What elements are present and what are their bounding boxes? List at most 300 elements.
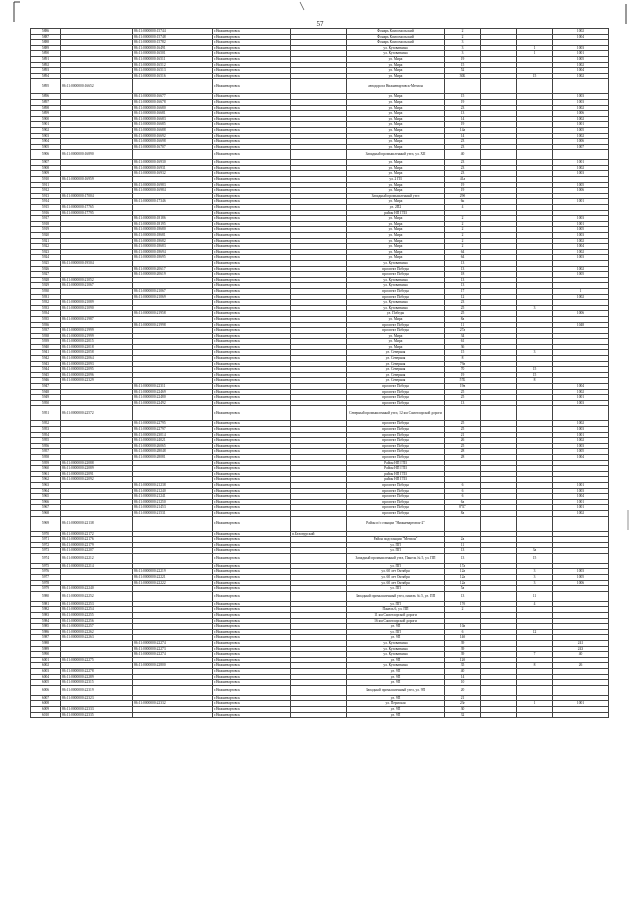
address: Панель 6, ул. ПП <box>347 607 445 613</box>
cadastral-number-a: 86:11:0000000:21999 <box>61 333 133 339</box>
premise-number: 1006 <box>553 188 609 194</box>
locality: г.Нижневартовск <box>213 45 291 51</box>
cadastral-number-b: 86:11:0000000:16932 <box>133 171 213 177</box>
address: проспект Победы <box>347 389 445 395</box>
row-number: 5905 <box>31 144 61 150</box>
address: ул. 9П <box>347 624 445 630</box>
cadastral-number-b <box>133 406 213 421</box>
locality: г.Нижневартовск <box>213 139 291 145</box>
cadastral-number-a: 86:11:0000000:22275 <box>61 657 133 663</box>
premise-number: 1004 <box>553 384 609 390</box>
house-number <box>445 406 481 421</box>
house-number: 32 <box>445 712 481 718</box>
house-number: 23 <box>445 105 481 111</box>
address: Фонарь Комсомольский <box>347 34 445 40</box>
locality: г.Нижневартовск <box>213 499 291 505</box>
row-number: 5891 <box>31 56 61 62</box>
structure-number: 8 <box>517 378 553 384</box>
cadastral-number-b <box>133 591 213 601</box>
cadastral-number-a: 86:11:0000000:22064 <box>61 356 133 362</box>
address: ул. 60 лет Октября <box>347 580 445 586</box>
cadastral-number-a: 86:11:0000000:21089 <box>61 300 133 306</box>
house-number: 39 <box>445 641 481 647</box>
address: ул. Мира <box>347 182 445 188</box>
locality: г.Нижневартовск <box>213 663 291 669</box>
address: ул. Кузоваткина <box>347 300 445 306</box>
locality: г.Нижневартовск <box>213 305 291 311</box>
row-number: 5962 <box>31 477 61 483</box>
house-number: 13 <box>445 277 481 283</box>
locality: г.Нижневартовск <box>213 68 291 74</box>
row-number: 5900 <box>31 116 61 122</box>
row-number: 5937 <box>31 328 61 334</box>
row-number: 5904 <box>31 139 61 145</box>
locality: г.Нижневартовск <box>213 266 291 272</box>
house-number: 10а <box>445 624 481 630</box>
locality: г.Нижневартовск <box>213 193 291 199</box>
row-number: 5961 <box>31 471 61 477</box>
cadastral-number-b: 86:11:0000000:21067 <box>133 288 213 294</box>
locality: г.Нижневартовск <box>213 322 291 328</box>
row-number: 6004 <box>31 674 61 680</box>
locality: г.Нижневартовск <box>213 477 291 483</box>
locality: г.Нижневартовск <box>213 488 291 494</box>
locality: г.Нижневартовск <box>213 629 291 635</box>
cadastral-number-a: 86:11:0000000:22329 <box>61 378 133 384</box>
premise-number: 1002 <box>553 249 609 255</box>
cadastral-number-a: 86:11:0000000:22088 <box>61 460 133 466</box>
building-number <box>481 591 517 601</box>
locality: г.Нижневартовск <box>213 427 291 433</box>
row-number: 5956 <box>31 443 61 449</box>
premise-number: 1001 <box>553 221 609 227</box>
cadastral-number-a: 86:11:0000000:22254 <box>61 607 133 613</box>
premise-number: 1004 <box>553 68 609 74</box>
locality: г.Нижневартовск <box>213 51 291 57</box>
table-row <box>31 591 609 601</box>
house-number: 2 <box>445 29 481 35</box>
house-number: 2 <box>445 238 481 244</box>
house-number: 23 <box>445 160 481 166</box>
house-number: 21 <box>445 695 481 701</box>
cadastral-number-b: 86:11:0000000:22797 <box>133 427 213 433</box>
address: ул. Кузоваткина <box>347 652 445 658</box>
house-number: 14 <box>445 116 481 122</box>
address: ул. 9П <box>347 668 445 674</box>
row-number: 5978 <box>31 580 61 586</box>
locality: г.Нижневартовск <box>213 40 291 46</box>
cadastral-number-a: 86:11:0000000:22176 <box>61 537 133 543</box>
house-number: 34 <box>445 333 481 339</box>
cadastral-number-a: 86:11:0000000:22207 <box>61 548 133 554</box>
house-number: 25 <box>445 421 481 427</box>
locality: г.Нижневартовск <box>213 344 291 350</box>
row-number: 5896 <box>31 94 61 100</box>
premise-number: 1001 <box>553 395 609 401</box>
premise-number: 241 <box>553 641 609 647</box>
address: ул. Мира <box>347 122 445 128</box>
building-number <box>481 712 517 718</box>
house-number: 6 <box>445 482 481 488</box>
premise-number: 1001 <box>553 51 609 57</box>
locality: г.Нижневартовск <box>213 395 291 401</box>
house-number: 11 <box>445 322 481 328</box>
locality: г.Нижневартовск <box>213 591 291 601</box>
premise-number <box>553 516 609 531</box>
cadastral-number-b: 86:11:0000000:22800 <box>133 663 213 669</box>
structure-number: 8 <box>517 663 553 669</box>
row-number: 5976 <box>31 569 61 575</box>
address: проспект Победы <box>347 499 445 505</box>
address: ул. Мира <box>347 116 445 122</box>
cadastral-number-b: 86:11:0000000:21958 <box>133 311 213 317</box>
cadastral-number-a: 86:11:0000000:22315 <box>61 680 133 686</box>
premise-number: 1006 <box>553 311 609 317</box>
premise-number: 1004 <box>553 34 609 40</box>
address: ул. Мира <box>347 344 445 350</box>
cadastral-number-b: 86:11:0000000:18683 <box>133 244 213 250</box>
row-number: 5972 <box>31 542 61 548</box>
locality: г.Нижневартовск <box>213 294 291 300</box>
house-number: 13 <box>445 548 481 554</box>
address: ул. Мира <box>347 99 445 105</box>
row-number: 6007 <box>31 695 61 701</box>
locality: г.Нижневартовск <box>213 210 291 216</box>
locality: г.Нижневартовск <box>213 73 291 79</box>
house-number: 41а <box>445 177 481 183</box>
cadastral-number-b: 86:11:0000000:16698 <box>133 139 213 145</box>
cadastral-number-b: 86:11:0000000:16678 <box>133 99 213 105</box>
locality: г.Нижневартовск <box>213 406 291 421</box>
cadastral-number-a: 86:11:0000000:22240 <box>61 586 133 592</box>
row-number: 5910 <box>31 177 61 183</box>
cadastral-number-a: 86:11:0000000:17765 <box>61 205 133 211</box>
locality: г.Нижневартовск <box>213 494 291 500</box>
address: Район п/з станции "Нижневартовск-2" <box>347 516 445 531</box>
locality: г.Нижневартовск <box>213 300 291 306</box>
cadastral-number-b <box>133 150 213 160</box>
cadastral-number-a: 86:11:0000000:22092 <box>61 477 133 483</box>
house-number: 25 <box>445 311 481 317</box>
locality: г.Нижневартовск <box>213 233 291 239</box>
address: ул. 9П <box>347 712 445 718</box>
house-number: 13 <box>445 400 481 406</box>
cadastral-number-b: 86:11:0000000:16491 <box>133 45 213 51</box>
locality: г.Нижневартовск <box>213 244 291 250</box>
cadastral-number-a: 86:11:0000000:17795 <box>61 210 133 216</box>
address: ул. Мира <box>347 127 445 133</box>
premise-number: 1003 <box>553 233 609 239</box>
row-number: 5892 <box>31 62 61 68</box>
cadastral-number-a: 86:11:0000000:22015 <box>61 339 133 345</box>
row-number: 5984 <box>31 618 61 624</box>
cadastral-number-a: 86:11:0000000:22289 <box>61 674 133 680</box>
house-number: 25 <box>445 395 481 401</box>
locality: г.Нижневартовск <box>213 443 291 449</box>
house-number: 13 <box>445 591 481 601</box>
house-number: 8 <box>445 356 481 362</box>
address: ул. 9П <box>347 657 445 663</box>
row-number: 5945 <box>31 372 61 378</box>
cadastral-number-b: 86:11:0000000:21250 <box>133 499 213 505</box>
locality: г.Нижневартовск <box>213 133 291 139</box>
address: ул. Северная <box>347 361 445 367</box>
premise-number: 1004 <box>553 454 609 460</box>
structure-number: 3а <box>517 548 553 554</box>
row-number: 5989 <box>31 646 61 652</box>
locality: г.Нижневартовск <box>213 537 291 543</box>
row-number: 5906 <box>31 150 61 160</box>
locality: г.Нижневартовск <box>213 29 291 35</box>
house-number: 52 <box>445 68 481 74</box>
premise-number: 1002 <box>553 105 609 111</box>
locality: г.Нижневартовск <box>213 111 291 117</box>
house-number: 23 <box>445 165 481 171</box>
locality: г.Нижневартовск <box>213 62 291 68</box>
premise-number: 1003 <box>553 400 609 406</box>
address: ул. Мира <box>347 316 445 322</box>
house-number: 12а <box>445 569 481 575</box>
locality: г.Нижневартовск <box>213 94 291 100</box>
locality: г.Нижневартовск <box>213 356 291 362</box>
premise-number: 1002 <box>553 62 609 68</box>
address: Район подстанции "Мегион" <box>347 537 445 543</box>
cadastral-number-a: 86:11:0000000:22212 <box>61 553 133 563</box>
address: ул. Мира <box>347 73 445 79</box>
cadastral-number-b <box>133 685 213 695</box>
cadastral-number-a: 86:11:0000000:22214 <box>61 563 133 569</box>
house-number: 19 <box>445 372 481 378</box>
row-number: 5902 <box>31 127 61 133</box>
row-number: 5927 <box>31 272 61 278</box>
cadastral-number-b: 86:11:0000000:18186 <box>133 216 213 222</box>
address: ул. Кузоваткина <box>347 646 445 652</box>
locality: г.Нижневартовск <box>213 384 291 390</box>
row-number: 5930 <box>31 288 61 294</box>
address: проспект Победы <box>347 322 445 328</box>
premise-number: 1005 <box>553 56 609 62</box>
locality: г.Нижневартовск <box>213 127 291 133</box>
cadastral-number-a: 86:11:0000000:22252 <box>61 591 133 601</box>
row-number: 5979 <box>31 586 61 592</box>
row-number: 5948 <box>31 389 61 395</box>
cadastral-number-b: 86:11:0000000:22273 <box>133 646 213 652</box>
cadastral-number-a: 86:11:0000000:19504 <box>61 260 133 266</box>
locality: г.Нижневартовск <box>213 516 291 531</box>
note <box>291 591 347 601</box>
locality: г.Нижневартовск <box>213 221 291 227</box>
page-number: 57 <box>316 20 324 28</box>
address: ул. Северная <box>347 356 445 362</box>
cadastral-number-a: 86:11:0000000:16959 <box>61 177 133 183</box>
premise-number: 1003 <box>553 171 609 177</box>
address: ул. Мира <box>347 333 445 339</box>
address: ул. Мира <box>347 188 445 194</box>
row-number: 5939 <box>31 339 61 345</box>
house-number: 2 <box>445 34 481 40</box>
cadastral-number-a: 86:11:0000000:22255 <box>61 613 133 619</box>
locality: г.Нижневартовск <box>213 646 291 652</box>
cadastral-number-b: 86:11:0000000:21998 <box>133 322 213 328</box>
premise-number: 1003 <box>553 569 609 575</box>
house-number: 19в <box>445 384 481 390</box>
locality: г.Нижневартовск <box>213 569 291 575</box>
address: проспект Победы <box>347 510 445 516</box>
row-number: 5923 <box>31 249 61 255</box>
house-number: 17 <box>445 288 481 294</box>
house-number: 2 <box>445 607 481 613</box>
house-number: 14б <box>445 635 481 641</box>
row-number: 5899 <box>31 111 61 117</box>
address: 16 км Самотлорской дороги <box>347 618 445 624</box>
cadastral-number-a: 86:11:0000000:22257 <box>61 624 133 630</box>
building-number <box>481 79 517 94</box>
premise-number: 243 <box>553 646 609 652</box>
address: ул. Мира <box>347 111 445 117</box>
locality: г.Нижневартовск <box>213 438 291 444</box>
premise-number: 1002 <box>553 29 609 35</box>
address: ул. 2П2 <box>347 205 445 211</box>
row-number: 5890 <box>31 51 61 57</box>
structure-number: 15 <box>517 372 553 378</box>
house-number: 19 <box>445 188 481 194</box>
address: ул. 9П <box>347 674 445 680</box>
table-row <box>31 516 609 531</box>
house-number: 6а <box>445 499 481 505</box>
building-number <box>481 685 517 695</box>
address: проспект Победы <box>347 488 445 494</box>
row-number: 5983 <box>31 613 61 619</box>
locality: г.Нижневартовск <box>213 712 291 718</box>
house-number: 2 <box>445 233 481 239</box>
cadastral-number-b: 86:11:0000000:16511 <box>133 56 213 62</box>
address: ул. 60 лет Октября <box>347 575 445 581</box>
address: проспект Победы <box>347 454 445 460</box>
row-number: 5916 <box>31 210 61 216</box>
premise-number: 1003 <box>553 255 609 261</box>
address: ул. Мира <box>347 227 445 233</box>
cadastral-number-b: 86:11:0000000:21531 <box>133 510 213 516</box>
row-number: 5970 <box>31 531 61 537</box>
premise-number <box>553 591 609 601</box>
row-number: 5938 <box>31 333 61 339</box>
address: ул. Северная <box>347 378 445 384</box>
row-number: 5982 <box>31 607 61 613</box>
premise-number: 1002 <box>553 266 609 272</box>
address: район НП ГПЗ <box>347 477 445 483</box>
cadastral-number-a: 86:11:0000000:21052 <box>61 277 133 283</box>
locality: г.Нижневартовск <box>213 542 291 548</box>
address: ул. Мира <box>347 221 445 227</box>
premise-number: 1002 <box>553 510 609 516</box>
address: Фонарь Комсомольский <box>347 40 445 46</box>
house-number: 8а <box>445 510 481 516</box>
locality: г.Нижневартовск <box>213 249 291 255</box>
structure-number: 15 <box>517 553 553 563</box>
premise-number: 1003 <box>553 216 609 222</box>
locality: г.Нижневартовск <box>213 553 291 563</box>
premise-number <box>553 553 609 563</box>
row-number: 6001 <box>31 657 61 663</box>
cadastral-number-a: 86:11:0000000:22333 <box>61 706 133 712</box>
house-number: 15 <box>445 350 481 356</box>
cadastral-number-b: 86:11:0000000:22221 <box>133 575 213 581</box>
premise-number <box>553 406 609 421</box>
house-number: 13 <box>445 283 481 289</box>
house-number: 57Б <box>445 378 481 384</box>
cadastral-number-b: 86:11:0000000:16681 <box>133 111 213 117</box>
locality: г.Нижневартовск <box>213 238 291 244</box>
address: ул. Мира <box>347 233 445 239</box>
note <box>291 553 347 563</box>
row-number: 6005 <box>31 680 61 686</box>
house-number: 12 <box>445 294 481 300</box>
house-number: 23 <box>445 139 481 145</box>
address: ул. Северная <box>347 372 445 378</box>
house-number: 2 <box>445 221 481 227</box>
premise-number: 1007 <box>553 144 609 150</box>
row-number: 5980 <box>31 591 61 601</box>
land-plot-table <box>30 28 609 718</box>
address: проспект Победы <box>347 294 445 300</box>
row-number: 5964 <box>31 488 61 494</box>
structure-number: 1 <box>517 45 553 51</box>
address: ул. Кузоваткина <box>347 51 445 57</box>
structure-number: 15 <box>517 367 553 373</box>
cadastral-number-a: 86:11:0000000:22091 <box>61 471 133 477</box>
address: ул. Мира <box>347 144 445 150</box>
cadastral-number-a: 86:11:0000000:22278 <box>61 668 133 674</box>
row-number: 5943 <box>31 361 61 367</box>
cadastral-number-b <box>133 712 213 718</box>
table-row <box>31 406 609 421</box>
cadastral-number-a: 86:11:0000000:21987 <box>61 316 133 322</box>
premise-number: 1002 <box>553 133 609 139</box>
structure-number <box>517 685 553 695</box>
cadastral-number-a: 86:11:0000000:22319 <box>61 685 133 695</box>
cadastral-number-b: 86:11:0000000:21241 <box>133 494 213 500</box>
address: ул. Мира <box>347 339 445 345</box>
row-number: 5907 <box>31 160 61 166</box>
locality: г.Нижневартовск <box>213 531 291 537</box>
address: проспект Победы <box>347 328 445 334</box>
premise-number: 1003 <box>553 45 609 51</box>
address: ул. Мира <box>347 139 445 145</box>
row-number: 5886 <box>31 29 61 35</box>
premise-number: 1002 <box>553 389 609 395</box>
locality: г.Нижневартовск <box>213 641 291 647</box>
cadastral-number-b: 86:11:0000000:24021 <box>133 438 213 444</box>
cadastral-number-b: 86:11:0000000:22492 <box>133 400 213 406</box>
row-number: 5935 <box>31 316 61 322</box>
row-number: 5887 <box>31 34 61 40</box>
cadastral-number-b: 86:11:0000000:16930 <box>133 160 213 166</box>
cadastral-number-b: 86:11:0000000:16931 <box>133 165 213 171</box>
house-number: 2 <box>445 216 481 222</box>
cadastral-number-a: 86:11:0000000:21090 <box>61 305 133 311</box>
house-number: 39 <box>445 652 481 658</box>
cadastral-number-a: 86:11:0000000:17004 <box>61 193 133 199</box>
note <box>291 685 347 695</box>
premise-number <box>553 79 609 94</box>
row-number: 5988 <box>31 641 61 647</box>
row-number: 5934 <box>31 311 61 317</box>
locality: г.Нижневартовск <box>213 144 291 150</box>
locality: г.Нижневартовск <box>213 505 291 511</box>
house-number: 15 <box>445 62 481 68</box>
premise-number: 1005 <box>553 272 609 278</box>
address: ул. ПП <box>347 629 445 635</box>
